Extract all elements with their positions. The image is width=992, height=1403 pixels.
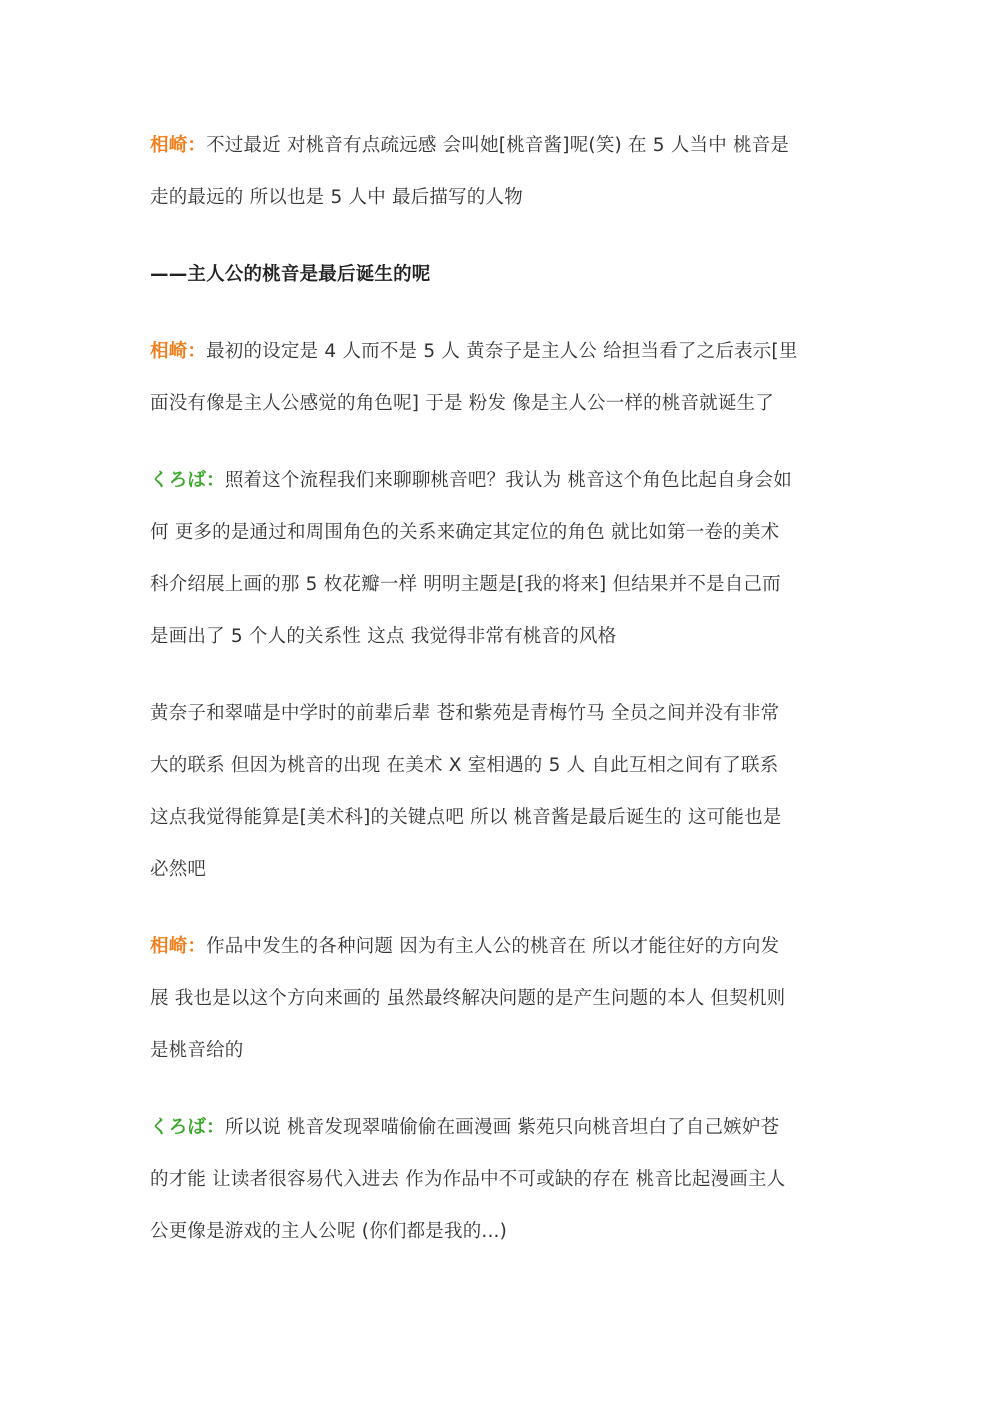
text-line: 必然吧 [150,859,207,880]
speaker-label-kuroba: くろば： [150,1117,225,1138]
speaker-label-aizaki: 相崎： [150,341,207,362]
speaker-label-aizaki: 相崎： [150,936,207,957]
text-line-content: 作品中发生的各种问题 因为有主人公的桃音在 所以才能往好的方向发 [206,936,780,957]
text-line: 大的联系 但因为桃音的出现 在美术 X 室相遇的 5 人 自此互相之间有了联系 [150,755,779,776]
speaker-label-kuroba: くろば： [150,470,225,491]
text-line: 面没有像是主人公感觉的角色呢] 于是 粉发 像是主人公一样的桃音就诞生了 [150,393,775,414]
text-line: 何 更多的是通过和周围角色的关系来确定其定位的角色 就比如第一卷的美术 [150,522,780,543]
speaker-label-aizaki: 相崎： [150,135,207,156]
text-line: 公更像是游戏的主人公呢 (你们都是我的...) [150,1221,508,1242]
paragraph-aizaki-2 [150,326,844,430]
text-line [150,921,844,973]
text-line: 走的最远的 所以也是 5 人中 最后描写的人物 [150,187,523,208]
text-line: 这点我觉得能算是[美术科]的关键点吧 所以 桃音酱是最后诞生的 这可能也是 [150,807,782,828]
text-line-content: 照着这个流程我们来聊聊桃音吧？我认为 桃音这个角色比起自身会如 [224,470,792,491]
paragraph-aizaki-1 [150,120,844,224]
text-line [150,455,844,507]
text-line: 展 我也是以这个方向来画的 虽然最终解决问题的是产生问题的本人 但契机则 [150,988,786,1009]
text-line-content: 所以说 桃音发现翠喵偷偷在画漫画 紫苑只向桃音坦白了自己嫉妒苍 [224,1117,780,1138]
text-line-content: 最初的设定是 4 人而不是 5 人 黄奈子是主人公 给担当看了之后表示[里 [206,341,798,362]
paragraph-kuroba-2 [150,1102,844,1258]
text-line [150,120,844,172]
paragraph-aizaki-3 [150,921,844,1077]
paragraph-kuroba-1 [150,455,844,663]
paragraph-continuation [150,688,844,896]
text-line [150,1102,844,1154]
text-line: 是画出了 5 个人的关系性 这点 我觉得非常有桃音的风格 [150,626,617,647]
text-line: 的才能 让读者很容易代入进去 作为作品中不可或缺的存在 桃音比起漫画主人 [150,1169,786,1190]
text-line-content: 不过最近 对桃音有点疏远感 会叫她[桃音酱]呢(笑) 在 5 人当中 桃音是 [206,135,790,156]
text-line: 是桃音给的 [150,1040,244,1061]
section-heading: ——主人公的桃音是最后诞生的呢 [150,264,431,285]
text-line: 黄奈子和翠喵是中学时的前辈后辈 苍和紫苑是青梅竹马 全员之间并没有非常 [150,703,780,724]
text-line [150,326,844,378]
text-line: 科介绍展上画的那 5 枚花瓣一样 明明主题是[我的将来] 但结果并不是自己而 [150,574,781,595]
